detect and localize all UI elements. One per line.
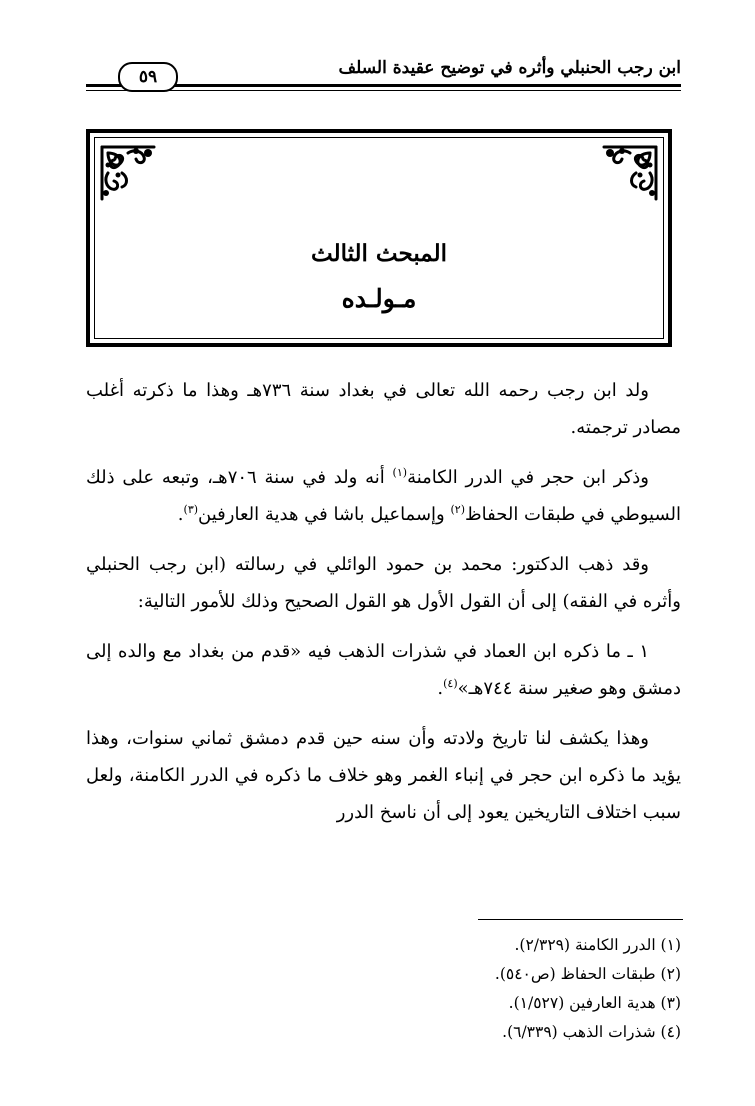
- section-heading: المبحث الثالث: [310, 240, 447, 267]
- footnote: (٤) شذرات الذهب (٦/٣٣٩).: [502, 1023, 681, 1041]
- section-subheading: مـولـده: [341, 284, 417, 313]
- footnote-ref: (٣): [183, 503, 199, 516]
- corner-ornament-icon: [98, 143, 158, 203]
- header-rule-thin: [86, 90, 681, 91]
- footnote-separator: [478, 919, 683, 920]
- paragraph-text: وإسماعيل باشا في هدية العارفين: [198, 504, 451, 525]
- paragraph: [86, 459, 681, 533]
- running-header: [86, 58, 681, 92]
- paragraph-text: .: [177, 504, 184, 525]
- section-title-frame: [86, 129, 672, 347]
- paragraph-text: .: [437, 678, 444, 699]
- paragraph-text: وهذا يكشف لنا تاريخ ولادته وأن سنه حين قدم دمشق ثماني سنوات، وهذا يؤيد ما ذكره ابن حجر في إنباء الغمر وهو خلاف ما ذكره في الدرر الكامنة، ولعل سبب اختلاف التاريخين يعود إلى أن ناسخ الدرر: [86, 728, 681, 823]
- paragraph: [86, 372, 681, 446]
- footnote: (٣) هدية العارفين (١/٥٢٧).: [508, 994, 681, 1012]
- footnotes: [86, 931, 681, 1047]
- body-text: [86, 372, 681, 844]
- paragraph: [86, 720, 681, 831]
- footnote-ref: (١): [392, 466, 408, 479]
- footnote: (١) الدرر الكامنة (٢/٣٢٩).: [514, 936, 681, 954]
- page-number: ٥٩: [118, 62, 178, 92]
- paragraph: [86, 633, 681, 707]
- footnote: (٢) طبقات الحفاظ (ص٥٤٠).: [494, 965, 681, 983]
- paragraph-text: ١ ـ ما ذكره ابن العماد في شذرات الذهب فيه «قدم من بغداد مع والده إلى دمشق وهو صغير سنة ٧٤٤هـ»: [86, 641, 681, 699]
- footnote-ref: (٤): [443, 677, 458, 690]
- corner-ornament-icon: [600, 143, 660, 203]
- running-title: ابن رجب الحنبلي وأثره في توضيح عقيدة السلف: [338, 58, 681, 78]
- paragraph-text: وقد ذهب الدكتور: محمد بن حمود الوائلي في رسالته (ابن رجب الحنبلي وأثره في الفقه) إلى أن القول الأول هو القول الصحيح وذلك للأمور التالية:: [86, 554, 681, 612]
- paragraph-text: أنه ولد في سنة ٧٠٦هـ، وتبعه على ذلك السيوطي في طبقات الحفاظ: [86, 467, 681, 525]
- paragraph-text: وذكر ابن حجر في الدرر الكامنة: [407, 467, 649, 488]
- paragraph-text: ولد ابن رجب رحمه الله تعالى في بغداد سنة ٧٣٦هـ وهذا ما ذكرته أغلب مصادر ترجمته.: [86, 380, 681, 438]
- footnote-ref: (٢): [450, 503, 465, 516]
- paragraph: [86, 546, 681, 620]
